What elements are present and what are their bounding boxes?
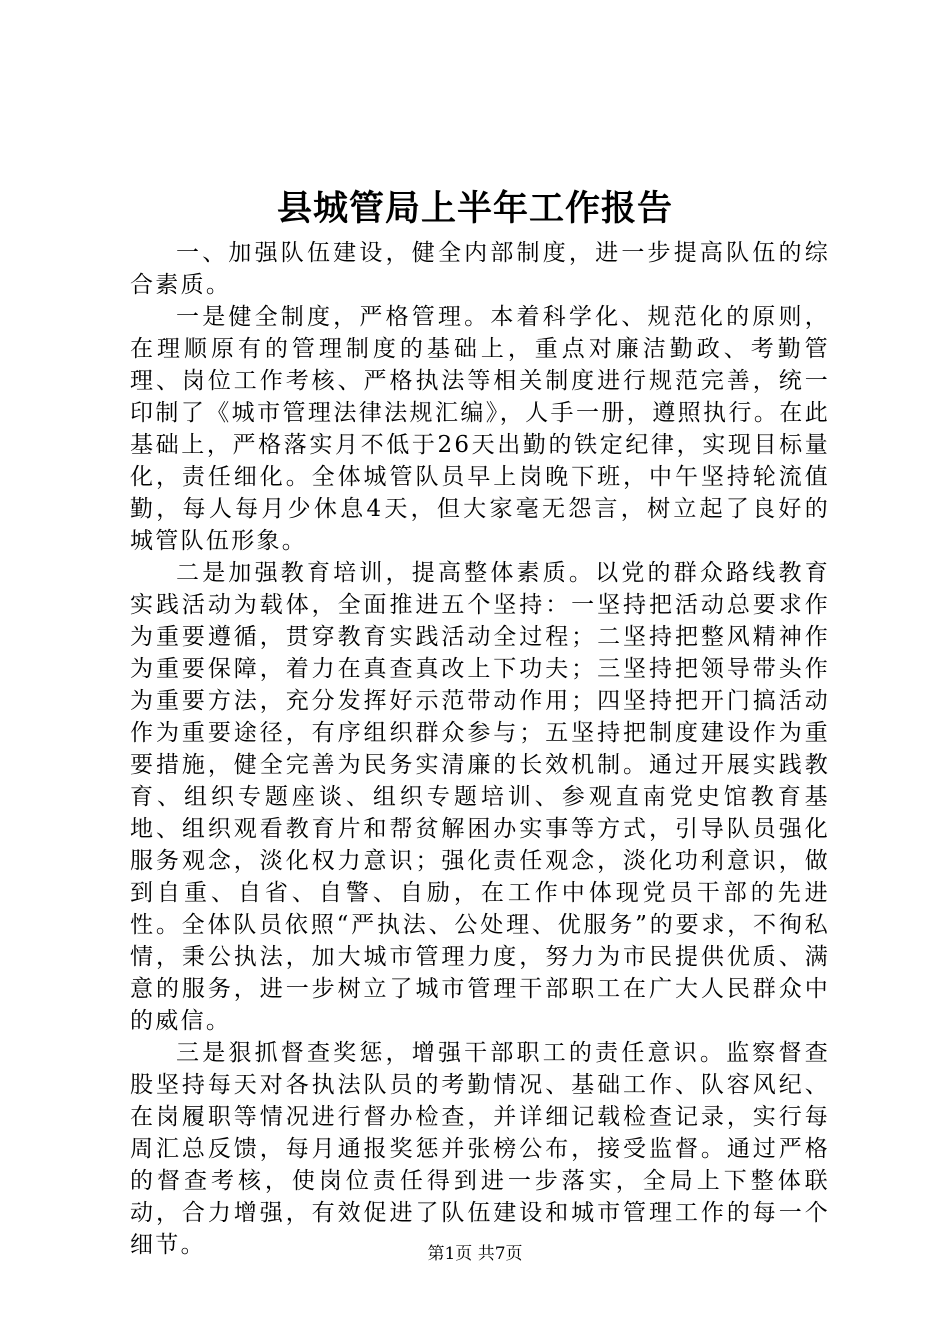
document-title: 县城管局上半年工作报告 <box>276 188 673 229</box>
document-body <box>130 237 830 1261</box>
paragraph-supervision: 三是狠抓督查奖惩，增强干部职工的责任意识。监察督查股坚持每天对各执法队员的考勤情况、基础工作、队容风纪、在岗履职等情况进行督办检查，并详细记载检查记录，实行每周汇总反馈，每月通报奖惩并张榜公布，接受监督。通过严格的督查考核，使岗位责任得到进一步落实，全局上下整体联动，合力增强，有效促进了队伍建设和城市管理工作的每一个细节。 <box>130 1040 830 1258</box>
paragraph-section-heading: 一、加强队伍建设，健全内部制度，进一步提高队伍的综合素质。 <box>130 240 830 298</box>
page-footer: 第1页 共7页 <box>427 1244 523 1264</box>
paragraph-system-management: 一是健全制度，严格管理。本着科学化、规范化的原则，在理顺原有的管理制度的基础上，重点对廉洁勤政、考勤管理、岗位工作考核、严格执法等相关制度进行规范完善，统一印制了《城市管理法律法规汇编》，人手一册，遵照执行。在此基础上，严格落实月不低于26天出勤的铁定纪律，实现目标量化，责任细化。全体城管队员早上岗晚下班，中午坚持轮流值勤，每人每月少休息4天，但大家毫无怨言，树立起了良好的城管队伍形象。 <box>130 304 830 554</box>
paragraph-education-training: 二是加强教育培训，提高整体素质。以党的群众路线教育实践活动为载体，全面推进五个坚持：一坚持把活动总要求作为重要遵循，贯穿教育实践活动全过程；二坚持把整风精神作为重要保障，着力在真查真改上下功夫；三坚持把领导带头作为重要方法，充分发挥好示范带动作用；四坚持把开门搞活动作为重要途径，有序组织群众参与；五坚持把制度建设作为重要措施，健全完善为民务实清廉的长效机制。通过开展实践教育、组织专题座谈、组织专题培训、参观直南党史馆教育基地、组织观看教育片和帮贫解困办实事等方式，引导队员强化服务观念，淡化权力意识；强化责任观念，淡化功利意识，做到自重、自省、自警、自励，在工作中体现党员干部的先进性。全体队员依照“严执法、公处理、优服务”的要求，不徇私情，秉公执法，加大城市管理力度，努力为市民提供优质、满意的服务，进一步树立了城市管理干部职工在广大人民群众中的威信。 <box>130 560 830 1034</box>
